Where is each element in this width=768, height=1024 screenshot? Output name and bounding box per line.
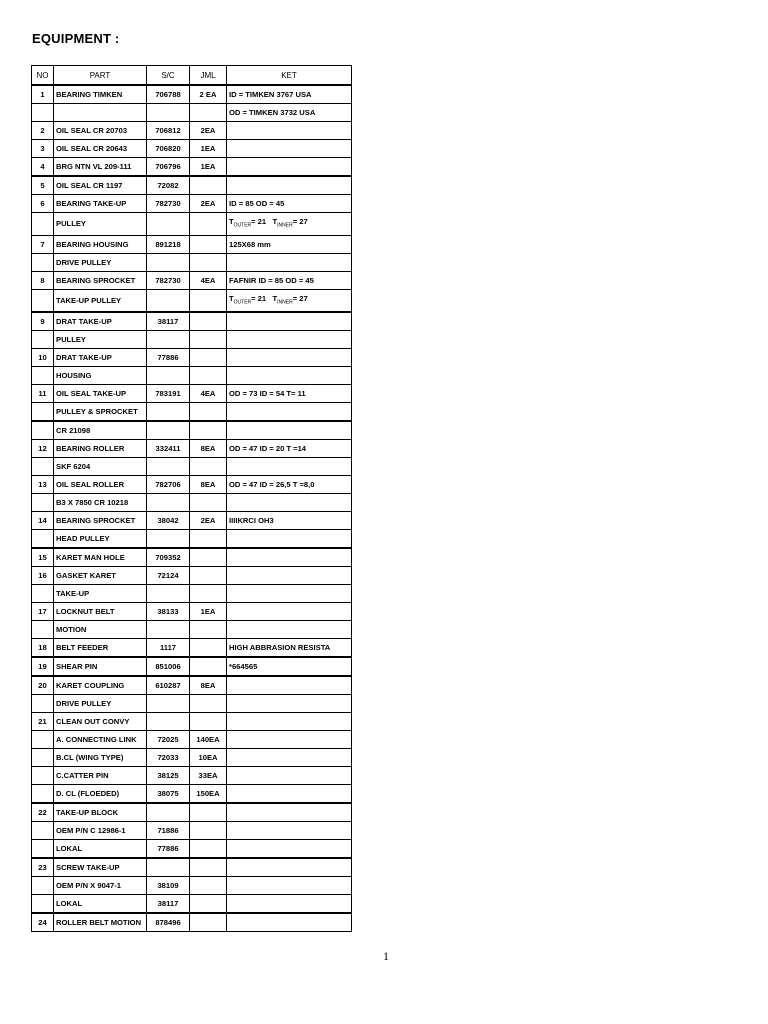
cell-no <box>32 530 54 549</box>
cell-no <box>32 695 54 713</box>
cell-no <box>32 840 54 859</box>
cell-no <box>32 785 54 804</box>
cell-no: 10 <box>32 349 54 367</box>
cell-jml: 33EA <box>190 767 227 785</box>
cell-ket <box>227 253 352 271</box>
table-row <box>32 621 352 639</box>
cell-sc: 891218 <box>147 235 190 253</box>
t-inner-label: T <box>272 293 278 303</box>
cell-sc: 38042 <box>147 512 190 530</box>
cell-sc: 706812 <box>147 122 190 140</box>
cell-jml: 8EA <box>190 476 227 494</box>
cell-ket <box>227 585 352 603</box>
cell-no: 13 <box>32 476 54 494</box>
cell-sc <box>147 530 190 549</box>
cell-ket <box>227 695 352 713</box>
cell-sc: 782730 <box>147 271 190 289</box>
cell-ket <box>227 494 352 512</box>
cell-part: TAKE-UP BLOCK <box>54 803 147 822</box>
cell-ket: *664565 <box>227 657 352 676</box>
t-inner-value: = 27 <box>292 217 308 226</box>
cell-no <box>32 458 54 476</box>
cell-jml <box>190 289 227 312</box>
t-inner-value: = 27 <box>292 293 308 303</box>
cell-ket: IIIIKRCI OH3 <box>227 512 352 530</box>
page-number: 1 <box>383 949 389 963</box>
table-row <box>32 349 352 367</box>
cell-sc: 72033 <box>147 749 190 767</box>
cell-ket: OD = TIMKEN 3732 USA <box>227 104 352 122</box>
cell-ket <box>227 530 352 549</box>
header-ket: KET <box>227 66 352 86</box>
cell-jml <box>190 235 227 253</box>
table-row <box>32 803 352 822</box>
cell-no <box>32 877 54 895</box>
cell-ket <box>227 331 352 349</box>
cell-jml <box>190 213 227 236</box>
table-row <box>32 385 352 403</box>
cell-no <box>32 767 54 785</box>
cell-sc: 77886 <box>147 840 190 859</box>
cell-part: OEM P/N X 9047-1 <box>54 877 147 895</box>
cell-part: KARET COUPLING <box>54 676 147 695</box>
cell-part: OIL SEAL ROLLER <box>54 476 147 494</box>
header-sc: S/C <box>147 66 190 86</box>
table-row <box>32 104 352 122</box>
cell-no <box>32 331 54 349</box>
cell-ket: FAFNIR ID = 85 OD = 45 <box>227 271 352 289</box>
cell-jml <box>190 840 227 859</box>
cell-sc: 706788 <box>147 85 190 104</box>
cell-part: BEARING HOUSING <box>54 235 147 253</box>
page-title: EQUIPMENT : <box>32 31 120 46</box>
table-row <box>32 731 352 749</box>
cell-sc <box>147 403 190 422</box>
cell-jml <box>190 494 227 512</box>
cell-sc <box>147 621 190 639</box>
cell-jml <box>190 421 227 440</box>
cell-no: 6 <box>32 195 54 213</box>
cell-jml <box>190 913 227 932</box>
cell-sc <box>147 458 190 476</box>
table-row <box>32 895 352 914</box>
cell-ket: ID = 85 OD = 45 <box>227 195 352 213</box>
cell-part: BEARING SPROCKET <box>54 512 147 530</box>
cell-part: OIL SEAL CR 20703 <box>54 122 147 140</box>
table-row <box>32 158 352 177</box>
cell-ket <box>227 158 352 177</box>
cell-part: C.CATTER PIN <box>54 767 147 785</box>
table-row <box>32 235 352 253</box>
cell-sc: 71886 <box>147 822 190 840</box>
cell-sc <box>147 331 190 349</box>
table-row <box>32 585 352 603</box>
cell-no: 4 <box>32 158 54 177</box>
cell-sc <box>147 421 190 440</box>
table-row <box>32 421 352 440</box>
cell-no: 18 <box>32 639 54 658</box>
table-row <box>32 140 352 158</box>
cell-no: 24 <box>32 913 54 932</box>
cell-jml: 2EA <box>190 195 227 213</box>
cell-sc: 38075 <box>147 785 190 804</box>
cell-jml: 8EA <box>190 676 227 695</box>
cell-ket: HIGH ABBRASION RESISTA <box>227 639 352 658</box>
table-row <box>32 494 352 512</box>
cell-no: 3 <box>32 140 54 158</box>
table-row <box>32 548 352 567</box>
cell-ket <box>227 603 352 621</box>
cell-part: CLEAN OUT CONVY <box>54 713 147 731</box>
t-inner-sub: INNER <box>277 222 293 229</box>
t-outer-value: = 21 <box>251 217 267 226</box>
cell-jml: 1EA <box>190 603 227 621</box>
cell-part: LOKAL <box>54 840 147 859</box>
cell-no: 5 <box>32 176 54 195</box>
cell-no: 19 <box>32 657 54 676</box>
cell-ket <box>227 140 352 158</box>
cell-ket: OD = 73 ID = 54 T= 11 <box>227 385 352 403</box>
cell-ket: ID = TIMKEN 3767 USA <box>227 85 352 104</box>
cell-no <box>32 421 54 440</box>
cell-jml: 1EA <box>190 158 227 177</box>
cell-sc <box>147 803 190 822</box>
cell-part: SHEAR PIN <box>54 657 147 676</box>
cell-no <box>32 822 54 840</box>
cell-jml <box>190 104 227 122</box>
cell-ket <box>227 913 352 932</box>
table-row <box>32 913 352 932</box>
cell-jml: 4EA <box>190 385 227 403</box>
cell-no: 21 <box>32 713 54 731</box>
cell-sc: 72124 <box>147 567 190 585</box>
cell-part <box>54 104 147 122</box>
cell-part: SCREW TAKE-UP <box>54 858 147 877</box>
cell-sc: 1117 <box>147 639 190 658</box>
cell-part: DRAT TAKE-UP <box>54 312 147 331</box>
cell-part: OIL SEAL CR 1197 <box>54 176 147 195</box>
t-inner-sub: INNER <box>277 299 293 306</box>
cell-no <box>32 621 54 639</box>
cell-sc <box>147 367 190 385</box>
table-row <box>32 289 352 312</box>
cell-no: 2 <box>32 122 54 140</box>
cell-no: 23 <box>32 858 54 877</box>
cell-ket <box>227 803 352 822</box>
cell-no <box>32 367 54 385</box>
cell-sc: 709352 <box>147 548 190 567</box>
cell-part: DRIVE PULLEY <box>54 695 147 713</box>
cell-ket <box>227 122 352 140</box>
t-outer-sub: OUTER <box>233 222 252 229</box>
cell-part: GASKET KARET <box>54 567 147 585</box>
cell-part: HEAD PULLEY <box>54 530 147 549</box>
table-row <box>32 331 352 349</box>
cell-jml <box>190 530 227 549</box>
cell-sc <box>147 713 190 731</box>
cell-no: 7 <box>32 235 54 253</box>
cell-jml: 2EA <box>190 512 227 530</box>
cell-ket <box>227 213 352 236</box>
cell-part: KARET MAN HOLE <box>54 548 147 567</box>
table-row <box>32 822 352 840</box>
cell-jml <box>190 176 227 195</box>
cell-no <box>32 213 54 236</box>
cell-sc <box>147 858 190 877</box>
cell-ket <box>227 367 352 385</box>
cell-part: D. CL (FLOEDED) <box>54 785 147 804</box>
cell-ket <box>227 312 352 331</box>
equipment-table <box>31 65 352 932</box>
cell-jml <box>190 458 227 476</box>
cell-jml <box>190 349 227 367</box>
cell-jml: 2 EA <box>190 85 227 104</box>
cell-part: OIL SEAL CR 20643 <box>54 140 147 158</box>
header-part: PART <box>54 66 147 86</box>
cell-sc: 851006 <box>147 657 190 676</box>
cell-part: MOTION <box>54 621 147 639</box>
cell-jml: 8EA <box>190 440 227 458</box>
cell-part: ROLLER BELT MOTION <box>54 913 147 932</box>
cell-no <box>32 289 54 312</box>
cell-no: 1 <box>32 85 54 104</box>
table-row <box>32 603 352 621</box>
cell-sc: 38117 <box>147 312 190 331</box>
cell-part: BEARING TIMKEN <box>54 85 147 104</box>
cell-ket <box>227 621 352 639</box>
cell-part: B.CL (WING TYPE) <box>54 749 147 767</box>
cell-ket: OD = 47 ID = 20 T =14 <box>227 440 352 458</box>
table-row <box>32 657 352 676</box>
cell-jml: 140EA <box>190 731 227 749</box>
header-jml: JML <box>190 66 227 86</box>
header-no: NO <box>32 66 54 86</box>
cell-ket <box>227 421 352 440</box>
cell-ket <box>227 713 352 731</box>
cell-sc: 72082 <box>147 176 190 195</box>
cell-jml <box>190 621 227 639</box>
table-row <box>32 85 352 104</box>
cell-no: 17 <box>32 603 54 621</box>
cell-part: DRAT TAKE-UP <box>54 349 147 367</box>
cell-ket <box>227 877 352 895</box>
cell-part: TAKE-UP PULLEY <box>54 289 147 312</box>
cell-jml <box>190 331 227 349</box>
cell-no: 11 <box>32 385 54 403</box>
cell-no: 12 <box>32 440 54 458</box>
cell-sc: 782730 <box>147 195 190 213</box>
cell-part: LOCKNUT BELT <box>54 603 147 621</box>
cell-sc <box>147 253 190 271</box>
cell-part: PULLEY & SPROCKET <box>54 403 147 422</box>
cell-no <box>32 104 54 122</box>
cell-jml <box>190 585 227 603</box>
table-row <box>32 367 352 385</box>
cell-sc <box>147 213 190 236</box>
t-outer-value: = 21 <box>251 293 267 303</box>
cell-ket <box>227 731 352 749</box>
cell-jml: 4EA <box>190 271 227 289</box>
cell-no: 9 <box>32 312 54 331</box>
cell-ket: 125X68 mm <box>227 235 352 253</box>
cell-part: BRG NTN VL 209-111 <box>54 158 147 177</box>
cell-jml <box>190 367 227 385</box>
table-row <box>32 840 352 859</box>
cell-ket <box>227 289 352 312</box>
cell-sc: 878496 <box>147 913 190 932</box>
cell-no: 20 <box>32 676 54 695</box>
cell-jml <box>190 803 227 822</box>
table-row <box>32 858 352 877</box>
cell-jml: 10EA <box>190 749 227 767</box>
cell-ket <box>227 567 352 585</box>
table-row <box>32 403 352 422</box>
cell-no: 22 <box>32 803 54 822</box>
cell-ket <box>227 895 352 914</box>
table-row <box>32 440 352 458</box>
cell-no <box>32 585 54 603</box>
table-row <box>32 271 352 289</box>
t-inner-label: T <box>272 217 278 226</box>
cell-jml <box>190 713 227 731</box>
cell-sc: 72025 <box>147 731 190 749</box>
cell-no: 14 <box>32 512 54 530</box>
cell-part: CR 21098 <box>54 421 147 440</box>
cell-no: 8 <box>32 271 54 289</box>
t-outer-label: T <box>229 293 234 303</box>
cell-sc: 610287 <box>147 676 190 695</box>
cell-part: PULLEY <box>54 213 147 236</box>
cell-part: BELT FEEDER <box>54 639 147 658</box>
cell-part: LOKAL <box>54 895 147 914</box>
cell-sc: 706796 <box>147 158 190 177</box>
cell-ket <box>227 403 352 422</box>
cell-sc: 77886 <box>147 349 190 367</box>
cell-jml <box>190 877 227 895</box>
t-outer-label: T <box>229 217 234 226</box>
table-row <box>32 530 352 549</box>
cell-part: OIL SEAL TAKE-UP <box>54 385 147 403</box>
cell-jml <box>190 253 227 271</box>
cell-no <box>32 749 54 767</box>
cell-sc <box>147 494 190 512</box>
cell-no <box>32 403 54 422</box>
table-row <box>32 676 352 695</box>
cell-part: HOUSING <box>54 367 147 385</box>
table-header-row <box>32 66 352 86</box>
cell-ket <box>227 676 352 695</box>
cell-jml <box>190 312 227 331</box>
table-row <box>32 458 352 476</box>
cell-jml: 2EA <box>190 122 227 140</box>
table-body <box>32 85 352 932</box>
cell-ket <box>227 822 352 840</box>
cell-ket <box>227 785 352 804</box>
cell-ket <box>227 458 352 476</box>
table-row <box>32 213 352 236</box>
table-row <box>32 476 352 494</box>
cell-sc: 38133 <box>147 603 190 621</box>
table-row <box>32 122 352 140</box>
table-row <box>32 767 352 785</box>
cell-sc: 332411 <box>147 440 190 458</box>
cell-part: BEARING ROLLER <box>54 440 147 458</box>
cell-part: BEARING TAKE-UP <box>54 195 147 213</box>
cell-no <box>32 731 54 749</box>
cell-sc <box>147 695 190 713</box>
cell-ket <box>227 749 352 767</box>
cell-part: BEARING SPROCKET <box>54 271 147 289</box>
cell-no <box>32 494 54 512</box>
table-row <box>32 713 352 731</box>
table-row <box>32 176 352 195</box>
cell-jml <box>190 403 227 422</box>
cell-sc: 38125 <box>147 767 190 785</box>
cell-jml: 1EA <box>190 140 227 158</box>
cell-part: TAKE-UP <box>54 585 147 603</box>
cell-part: PULLEY <box>54 331 147 349</box>
cell-jml <box>190 657 227 676</box>
cell-part: OEM P/N C 12986-1 <box>54 822 147 840</box>
cell-sc: 783191 <box>147 385 190 403</box>
table-row <box>32 253 352 271</box>
cell-sc <box>147 104 190 122</box>
t-outer-sub: OUTER <box>233 299 252 306</box>
cell-part: B3 X 7850 CR 10218 <box>54 494 147 512</box>
cell-jml: 150EA <box>190 785 227 804</box>
table-row <box>32 877 352 895</box>
cell-part: A. CONNECTING LINK <box>54 731 147 749</box>
cell-jml <box>190 858 227 877</box>
cell-jml <box>190 822 227 840</box>
table-row <box>32 749 352 767</box>
cell-sc <box>147 289 190 312</box>
cell-no <box>32 253 54 271</box>
cell-no: 15 <box>32 548 54 567</box>
table-row <box>32 195 352 213</box>
cell-sc <box>147 585 190 603</box>
table-row <box>32 785 352 804</box>
cell-ket <box>227 349 352 367</box>
table-row <box>32 695 352 713</box>
cell-part: DRIVE PULLEY <box>54 253 147 271</box>
cell-no: 16 <box>32 567 54 585</box>
cell-no <box>32 895 54 914</box>
cell-ket: OD = 47 ID = 26,5 T =8,0 <box>227 476 352 494</box>
table-row <box>32 312 352 331</box>
cell-jml <box>190 695 227 713</box>
cell-sc: 782706 <box>147 476 190 494</box>
cell-jml <box>190 639 227 658</box>
cell-sc: 38117 <box>147 895 190 914</box>
cell-ket <box>227 767 352 785</box>
cell-jml <box>190 567 227 585</box>
cell-sc: 706820 <box>147 140 190 158</box>
cell-jml <box>190 548 227 567</box>
table-row <box>32 639 352 658</box>
cell-ket <box>227 176 352 195</box>
cell-ket <box>227 858 352 877</box>
table-row <box>32 567 352 585</box>
cell-sc: 38109 <box>147 877 190 895</box>
cell-ket <box>227 840 352 859</box>
cell-part: SKF 6204 <box>54 458 147 476</box>
cell-ket <box>227 548 352 567</box>
table-row <box>32 512 352 530</box>
cell-jml <box>190 895 227 914</box>
